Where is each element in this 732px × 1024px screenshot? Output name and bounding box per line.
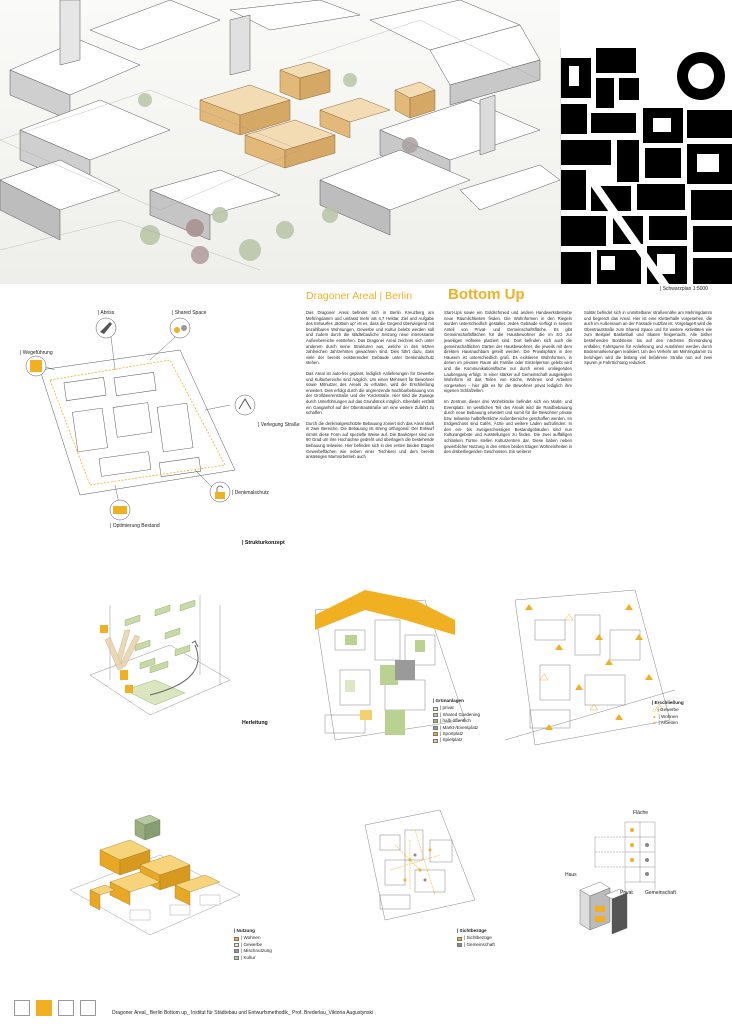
legend-title: | Nutzung bbox=[234, 928, 255, 933]
herleitung-axonometric bbox=[80, 585, 250, 735]
legend-title: | Grünanlagen bbox=[433, 698, 464, 703]
sichtbezuege-map bbox=[360, 800, 480, 930]
paragraph: Im Zentrum dieser drei Wohnblöcke befindet sich ein Markt- und Eventplatz. Im westlichen Teil des Areals wird die Randbebauung durch neue Bebauung erweitert und somit für die Bewohner private bzw. teilweise halböffentliche Außenbereiche geschaffen werden. Im Erdgeschoss sind Cafés, Ärzte und weitere Läden aufzufinden. In den ein- bis zweigeschossigen Bestandgebäuden sind nun Kulturangebote und Ausstellungen zu finden. Die zwei auffälligen schlanken Türme stellen Kulturzentren dar. Diese haben neben gewerblicher Nutzung in den ersten beiden Etagen Wohneinheiten in den drüberliegenden Geschossen. Ein weiterer bbox=[444, 398, 572, 455]
swatch bbox=[433, 732, 438, 736]
hero-axonometric-rendering bbox=[0, 0, 560, 284]
label-flaeche: Fläche bbox=[633, 810, 649, 816]
verlegung-strasse-icon bbox=[235, 395, 255, 415]
swatch bbox=[433, 719, 438, 723]
paragraph: Durch die denkmalgeschützte Bebauung zoniert sich das Areal stark in zwei Bereiche. Die Bebauung ist streng orthogonal. Der Entwurf nimmt diese Form auf spezielle Weise auf. Die Baukörper sind um 90 Grad um ihre Hochachse gedreht und überlagern die bestehende Bebauung teilweise. Hier befinden sich in den ersten beiden Etagen Gewerbeflächen wie neben einer Tischlerei und dem bereits ansässigen Marmorbetrieb auch bbox=[306, 420, 434, 460]
herleitung-diagram bbox=[80, 585, 250, 735]
paragraph: Start-Ups sowie ein Goldschmied und andere Handwerksbetriebe neue Räumlichkeiten finden. Die Wohnformen in den Riegeln wurden unterschiedlich gestaltet. Jedes Gebäude verfügt in seinem Anteil von Privat- und Gemeinschaftsfläche. Es gibt Gemeinschaftsflächen für die Hausbewohner die im EG zur jeweiligen Hofseite platziert sind. Dort befinden sich auch die gemeinschaftlichen Gärten der Hausbewohner, die jeweils mit dem direkten Hausnachbarn geteilt werden. Die Privatsphäre in den Häusern ist unterschiedlich groß. Es existieren Wohnformen, in denen im privaten Raum als Familie oder Einzelperson gelebt wird und die Kommunikationsfläche nur durch einen umliegenden Laubengang erfolgt. In einer stärker auf Gemeinschaft ausgelegten Wohnform ist das Teilen von Küche, Wohnen und Arbeiten vorgesehen - hier gibt es für die Bewohner privat lediglich ihre eigenen Schlafzellen. bbox=[444, 310, 572, 394]
legend-label: | Spielplatz bbox=[440, 737, 463, 743]
label-denkmalschutz: | Denkmalschutz bbox=[232, 490, 269, 496]
label-privat: Privat bbox=[620, 890, 633, 896]
legend-sichtbezuege bbox=[457, 928, 495, 948]
legend-label: | Wohnen bbox=[241, 935, 261, 941]
page-indicator-4 bbox=[80, 1000, 96, 1016]
text-column-3 bbox=[584, 310, 712, 371]
triangle-outline-icon: △ bbox=[652, 707, 656, 713]
legend-item bbox=[433, 737, 480, 743]
label-abriss: | Abriss bbox=[98, 310, 115, 316]
legend-label: | Mischnutzung bbox=[241, 948, 272, 954]
legend-label: | Markt-/Eventplatz bbox=[440, 724, 479, 730]
nutzung-axonometric bbox=[70, 810, 260, 940]
swatch bbox=[234, 956, 239, 960]
schwarzplan-caption: | Schwarzplan 1:5000 bbox=[660, 286, 708, 292]
swatch bbox=[433, 739, 438, 743]
swatch bbox=[433, 726, 438, 730]
triangle-filled-icon: ▲ bbox=[652, 720, 657, 726]
footer-page-indicators bbox=[14, 1000, 96, 1016]
legend-label: | privat bbox=[440, 705, 454, 711]
legend-item bbox=[234, 955, 272, 961]
legend-label: | Arbeiten bbox=[658, 720, 678, 726]
project-title-main: Bottom Up bbox=[448, 286, 525, 303]
nutzung-building-volumes bbox=[70, 810, 260, 940]
legend-label: | Gemeinschaft bbox=[464, 941, 495, 947]
legend-label: | Sportplatz bbox=[440, 731, 464, 737]
page-indicator-1 bbox=[14, 1000, 30, 1016]
paragraph: Das Areal ist auto-frei geplant, lediglich Anlieferungen für Gewerbe und Kulturbereiche sind möglich. Um einen Mehrwert für Bewohner sowie Mitnutzer des Areals zu erhalten, wird die Erschließung erweitert. Dies erfolgt durch die angrenzende Nachbarbebauung von der Großbeerenstraße und der Yorckstraße. Hier sind die Zuwege durch Unterführungen auf das Grundstück möglich. Ebenfalls entfällt ein Ganganhof auf der Obentrautstraße um eine weitere Zufahrt zu schaffen. bbox=[306, 370, 434, 416]
label-haus: Haus bbox=[565, 872, 577, 878]
legend-label: | Gewerbe bbox=[241, 941, 263, 947]
legend-label: | Wohnen bbox=[658, 713, 679, 719]
label-gemeinschaft: Gemeinschaft bbox=[645, 890, 676, 896]
paragraph: Solitär befindet sich in unmittelbarer straßennähe am Mehringdamm und begrenzt das Areal. Hier ist eine Kletterhalle vorgesehen, die auch im Außenraum an der Fassade nutzbar ist. Vorgelagert wird die Obentrautstraße zum Shared Space und für weitere Aktivitäten wie zum Beispiel Basketball und Skaten freigemacht. Alle bisher bestehenden Bordsteine bis auf den nächsten Einmündung entfallen, Fahrspuren für Anlieferung und Autofahrer werden durch Bodenmarkierungen realisiert. Um den Verkehr am Mehringdamm zu beruhigen wird die bislang viel befahrene Straße nun auf zwei Spuren je Fahrtrichtung reduziert. bbox=[584, 310, 712, 366]
legend-title: | Sichtbezüge bbox=[457, 928, 487, 933]
axonometric-city-illustration bbox=[0, 0, 560, 284]
legend-item bbox=[652, 720, 684, 726]
flaeche-haus-diagram bbox=[565, 810, 725, 940]
footer-credit: Dragoner Areal_ Berlin Bottom up_ Institut für Städtebau und Entwurfsmethodik_ Prof. Brederlau_Viktoria Augustynski bbox=[112, 1010, 374, 1016]
legend-label: | Shared Gardening bbox=[440, 711, 481, 717]
label-verlegung-strasse: | Verlegung Straße bbox=[258, 422, 300, 428]
swatch bbox=[234, 937, 239, 941]
section-heading-herleitung: Herleitung bbox=[242, 720, 268, 726]
legend-label: | Sichtbezüge bbox=[464, 935, 492, 941]
legend-gruenanlagen bbox=[433, 698, 480, 744]
page-indicator-3 bbox=[58, 1000, 74, 1016]
label-shared-space: | Shared Space bbox=[172, 310, 207, 316]
swatch bbox=[433, 713, 438, 717]
legend-label: | Kultur bbox=[241, 954, 256, 960]
legend-label: | halb-öffentlich bbox=[440, 718, 471, 724]
text-column-1 bbox=[306, 310, 434, 465]
swatch bbox=[457, 943, 462, 947]
legend-erschliessung bbox=[652, 700, 684, 727]
legend-item bbox=[457, 942, 495, 948]
triangle-filled-icon: ▲ bbox=[652, 713, 657, 719]
strukturkonzept-diagram bbox=[20, 310, 300, 530]
erschliessung-map bbox=[505, 580, 675, 750]
section-heading-strukturkonzept: | Strukturkonzept bbox=[242, 540, 285, 546]
sichtbezuege-site-plan bbox=[360, 800, 480, 930]
legend-nutzung bbox=[234, 928, 272, 961]
label-optimierung-bestand: | Optimierung Bestand bbox=[110, 523, 160, 529]
swatch bbox=[457, 937, 462, 941]
project-title-location: Dragoner Areal | Berlin bbox=[306, 290, 413, 302]
swatch bbox=[234, 943, 239, 947]
privat-gemeinschaft-diagram bbox=[565, 810, 725, 940]
schwarzplan-figure-ground-map bbox=[560, 48, 732, 284]
strukturkonzept-site-plan bbox=[20, 310, 290, 530]
paragraph: Das Dragoner Areal befindet sich in Berlin Kreuzberg am Mehringdamm und umfasst mehr als 4,7 Hektar. Ziel und Aufgabe des Entwurfes „Bottom up" ist es, dass die Gegend überwiegend mit bezahlbaren Wohnungen, Gewerbe und Kultur belebt werden soll und zudem durch die städtebauliche Setzung neue interessante Außenbereiche entstehen. Das Dragoner Areal zeichnet sich unter anderem durch seine Strukturen aus, welche in den letzten zahlreichen Jahrzehnten gewachsen sind. Dies führt dazu, dass viele der bereits existierenden Gebäude unter Denkmalschutz stehen. bbox=[306, 310, 434, 366]
text-column-2 bbox=[444, 310, 572, 460]
page-indicator-2-active bbox=[36, 1000, 52, 1016]
label-wegefuehrung: | Wegeführung bbox=[20, 350, 53, 356]
swatch bbox=[234, 949, 239, 953]
legend-label: | Gewerbe bbox=[657, 707, 679, 713]
erschliessung-site-plan bbox=[505, 580, 675, 750]
swatch bbox=[433, 707, 438, 711]
legend-title: | Erschließung bbox=[652, 700, 684, 705]
figure-ground-plan bbox=[561, 48, 732, 284]
